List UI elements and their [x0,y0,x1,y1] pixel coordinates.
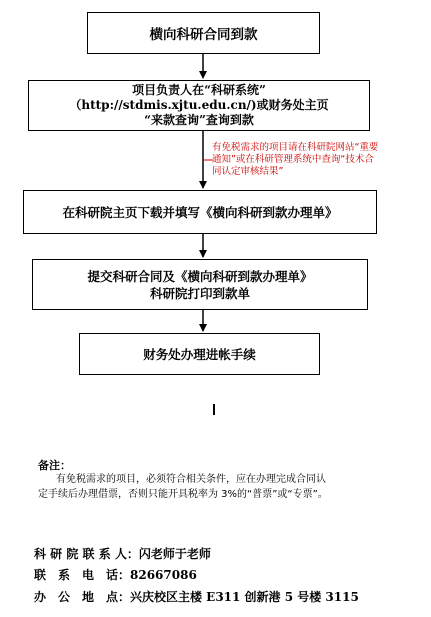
remark-body [38,472,388,502]
step1-label: 横向科研合同到款 [149,27,258,43]
step2-box [28,80,370,131]
step4-box [32,259,368,310]
step5-box [79,333,320,375]
tax-exempt-note [212,142,427,178]
step4-line2: 科研院打印到款单 [149,285,250,301]
step5-label: 财务处办理进帐手续 [143,347,256,362]
text-cursor [213,404,215,415]
contact-address: 办 公 地 点：兴庆校区主楼 E311 创新港 5 号楼 3115 [34,590,359,604]
step2-line3: “来款查询”查询到款 [144,113,254,127]
note-line2: 通知”或在科研管理系统中查询“技术合 [212,154,374,165]
remark-line1: 有免税需求的项目，必须符合相关条件，应在办理完成合同认 [56,474,326,485]
remark-title: 备注： [38,459,71,472]
step4-line1: 提交科研合同及《横向科研到款办理单》 [87,268,313,284]
step3-box [23,190,377,234]
step2-line2: （http://stdmis.xjtu.edu.cn/)或财务处主页 [69,98,329,112]
contact-phone: 联 系 电 话：82667086 [34,568,197,582]
note-line3: 同认定审核结果” [212,166,284,177]
contact-person: 科 研 院 联 系 人：闪老师于老师 [34,547,211,561]
note-line1: 有免税需求的项目请在科研院网站“重要 [212,142,379,153]
step1-box [87,12,320,54]
step3-label: 在科研院主页下载并填写《横向科研到款办理单》 [62,205,338,220]
remark-line2: 定手续后办理借票，否则只能开具税率为 3%的“普票”或“专票”。 [38,489,328,500]
step2-line1: 项目负责人在“科研系统” [132,83,266,97]
